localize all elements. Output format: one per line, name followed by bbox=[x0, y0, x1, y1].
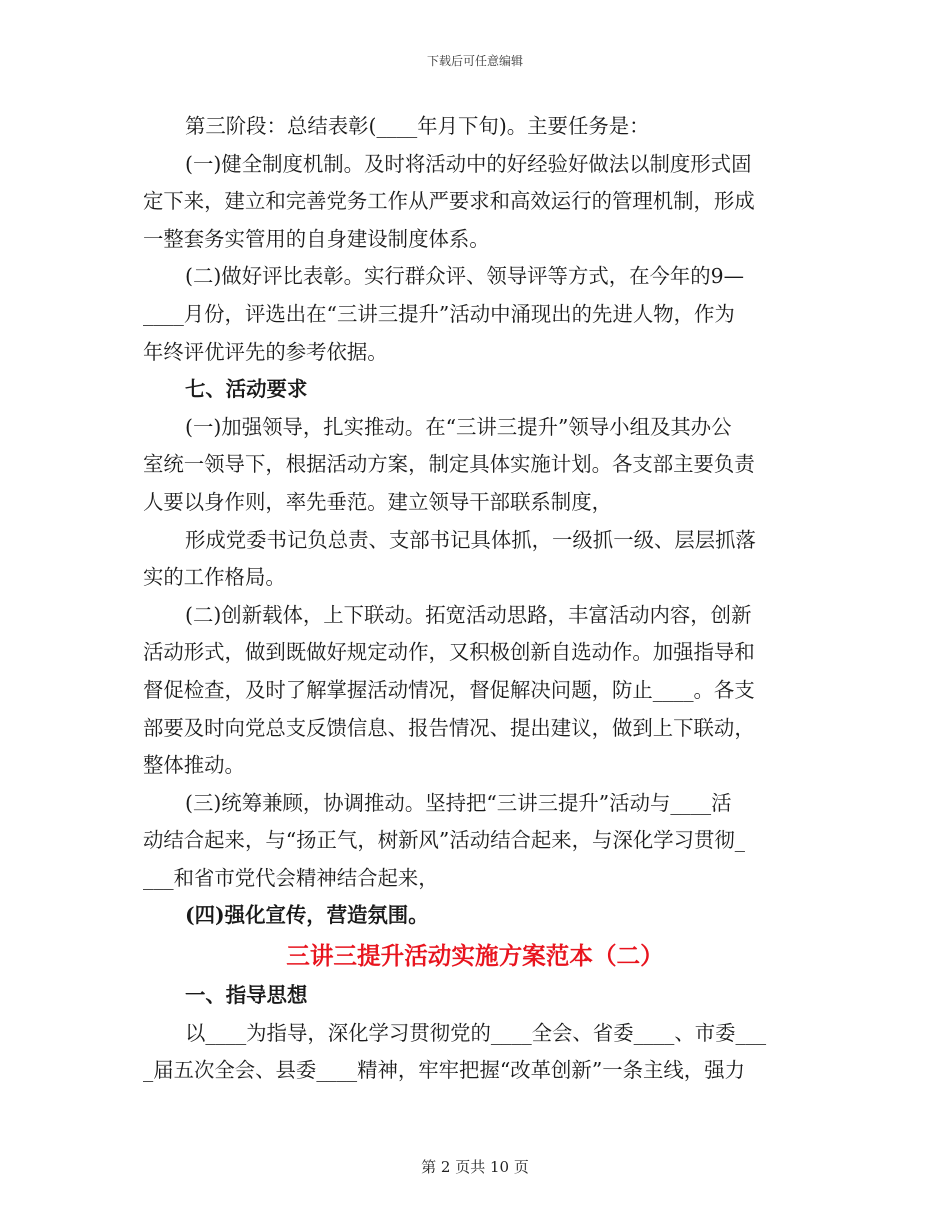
paragraph-line: 第三阶段：总结表彰(____年月下旬)。主要任务是： bbox=[185, 114, 650, 138]
page-header: 下载后可任意编辑 bbox=[426, 54, 523, 68]
paragraph-line: 活动形式，做到既做好规定动作，又积极创新自选动作。加强指导和 bbox=[143, 640, 755, 665]
paragraph-line: ___和省市党代会精神结合起来， bbox=[143, 865, 439, 890]
section-heading: 一、指导思想 bbox=[185, 983, 308, 1008]
paragraph-line: (二)创新载体，上下联动。拓宽活动思路，丰富活动内容，创新 bbox=[185, 602, 752, 627]
paragraph-line: 年终评优评先的参考依据。 bbox=[143, 339, 388, 364]
paragraph-line: 部要及时向党总支反馈信息、报告情况、提出建议，做到上下联动， bbox=[143, 715, 755, 740]
paragraph-line: 定下来，建立和完善党务工作从严要求和高效运行的管理机制，形成 bbox=[143, 189, 755, 214]
paragraph-line: (二)做好评比表彰。实行群众评、领导评等方式，在今年的9— bbox=[185, 264, 745, 289]
section-heading: (四)强化宣传，营造氛围。 bbox=[185, 903, 429, 928]
paragraph-line: 人要以身作则，率先垂范。建立领导干部联系制度， bbox=[143, 489, 612, 514]
paragraph-line: ____月份，评选出在“三讲三提升”活动中涌现出的先进人物，作为 bbox=[143, 301, 735, 326]
paragraph-line: 室统一领导下，根据活动方案，制定具体实施计划。各支部主要负责 bbox=[143, 452, 755, 477]
paragraph-line: (三)统筹兼顾，协调推动。坚持把“三讲三提升”活动与____活 bbox=[185, 790, 732, 815]
paragraph-line: 动结合起来，与“扬正气，树新风”活动结合起来，与深化学习贯彻_ bbox=[143, 828, 745, 853]
paragraph-line: 实的工作格局。 bbox=[143, 565, 286, 590]
paragraph-line: 以____为指导，深化学习贯彻党的____全会、省委____、市委___ bbox=[185, 1020, 767, 1045]
document-body bbox=[143, 108, 807, 1090]
paragraph-line: 形成党委书记负总责、支部书记具体抓，一级抓一级、层层抓落 bbox=[185, 527, 756, 552]
paragraph-line: 一整套务实管用的自身建设制度体系。 bbox=[143, 226, 490, 251]
document-title: 三讲三提升活动实施方案范本（二） bbox=[286, 942, 664, 971]
section-heading: 七、活动要求 bbox=[185, 377, 308, 402]
paragraph-line: _届五次全会、县委____精神，牢牢把握“改革创新”一条主线，强力 bbox=[143, 1058, 745, 1083]
paragraph-line: 整体推动。 bbox=[143, 753, 245, 778]
page-footer: 第 2 页共 10 页 bbox=[421, 1158, 529, 1176]
paragraph-line: (一)健全制度机制。及时将活动中的好经验好做法以制度形式固 bbox=[185, 151, 752, 176]
paragraph-line: (一)加强领导，扎实推动。在“三讲三提升”领导小组及其办公 bbox=[185, 414, 732, 439]
paragraph-line: 督促检查，及时了解掌握活动情况，督促解决问题，防止____。各支 bbox=[143, 677, 755, 702]
